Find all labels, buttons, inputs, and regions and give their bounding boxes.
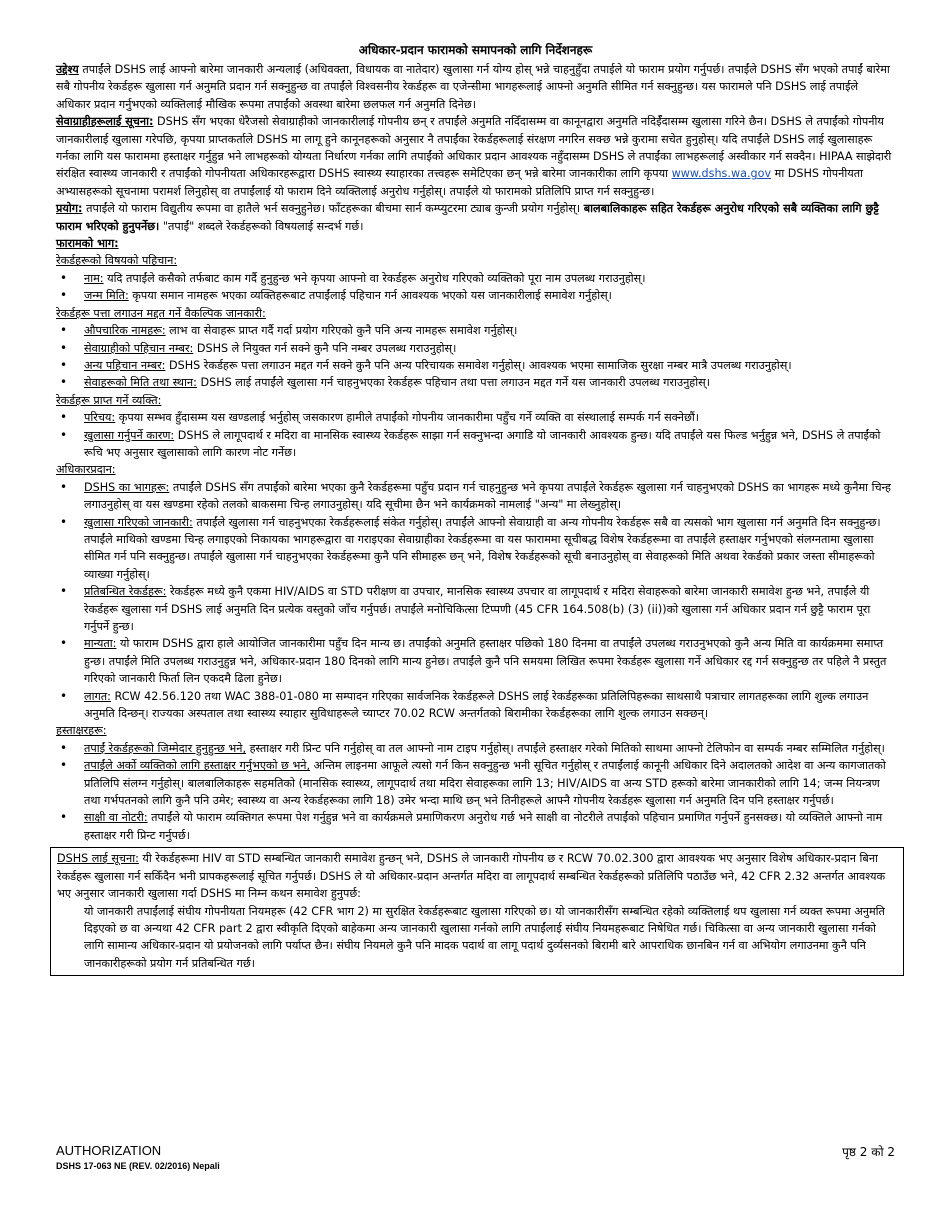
item-label: खुलासा गर्नुपर्ने कारण:	[84, 428, 175, 442]
item-label: प्रतिबन्धित रेकर्डहरू:	[84, 585, 167, 599]
item-label: खुलासा गरिएको जानकारी:	[84, 515, 193, 529]
notice-label: DSHS लाई सूचना:	[57, 852, 139, 866]
item-text: कृपया समान नामहरू भएका व्यक्तिहरूबाट तपाईंलाई पहिचान गर्न आवश्यक भएको यस जानकारीलाई समावेश गर्नुहोस्।	[128, 289, 612, 303]
item-text: रेकर्डहरू मध्ये कुनै एकमा HIV/AIDS वा STD परीक्षण वा उपचार, मानसिक स्वास्थ्य उपचार वा लागूपदार्थ र मदिरा सेवाहरूको बारेमा जानकारी समावेश हुन्छ भने, तपाईंले यी रेकर्डहरू खुलासा गर्न DSHS लाई अनुमति दिन प्रत्येक वस्तुको जाँच गर्नुपर्छ। तपाईंले मनोचिकित्सा टिप्पणी (45 CFR 164.508(b) (3) (ii))को खुलासा गर्न अधिकार प्रदान गर्न छुट्टै फाराम पूरा गर्नुपर्ने हुन्छ।	[84, 585, 871, 633]
subject-identification-list	[56, 270, 895, 305]
list-item	[56, 409, 895, 426]
list-item	[56, 374, 895, 391]
usage-paragraph	[56, 200, 895, 235]
item-text: कृपया सम्भव हुँदासम्म यस खण्डलाई भर्नुहोस् जसकारण हामीले तपाईंको गोपनीय जानकारीमा पहुँच गर्ने व्यक्ति वा संस्थालाई सम्पर्क गर्न सक्नेछौं।	[115, 411, 699, 425]
notice-paragraph	[57, 850, 897, 902]
item-label: लागत:	[84, 689, 111, 703]
dshs-website-link[interactable]: www.dshs.wa.gov	[671, 167, 772, 181]
usage-text-2: "तपाईं" शब्दले रेकर्डहरूको विषयलाई सन्दर्भ गर्छ।	[159, 219, 364, 233]
section-heading-subject-identification: रेकर्डहरूको विषयको पहिचान:	[56, 254, 178, 268]
purpose-text: तपाईंले DSHS लाई आफ्नो बारेमा जानकारी अन्यलाई (अधिवक्ता, विधायक वा नातेदार) खुलासा गर्न योग्य होस् भन्ने चाहनुहुँदा तपाईले यो फाराम प्रयोग गर्नुपर्छ। तपाईंले DSHS सँग भएको तपाईं बारेमा सबै गोपनीय रेकर्डहरू खुलासा गर्न अनुमति प्रदान गर्न सक्नुहुन्छ वा तपाईंले विश्वसनीय रेकर्डहरू वा एजेन्सीमा भागहरूलाई आफ्नो अनुमति सीमित गर्न सक्नुहुन्छ। यस फारामले पनि DSHS लाई तपाईले अधिकार प्रदान गर्नुभएको व्यक्तिलाई मौखिक रूपमा तपाईंको अवस्था बारेमा छलफल गर्न अनुमति दिनेछ।	[56, 63, 890, 111]
recipient-list	[56, 409, 895, 461]
usage-text: तपाईंले यो फाराम विद्युतीय रूपमा वा हातैले भर्न सक्नुहुनेछ। फाँटहरूका बीचमा सार्न कम्प्युटरमा ट्याब कुन्जी प्रयोग गर्नुहोस्।	[82, 202, 584, 216]
item-label: सेवाहरूको मिति तथा स्थान:	[84, 376, 197, 390]
form-parts-heading: फारामको भाग:	[56, 237, 119, 251]
list-item	[56, 427, 895, 462]
item-text: DSHS रेकर्डहरू पत्ता लगाउन मद्दत गर्न सक्ने कुनै पनि अन्य परिचायक समावेश गर्नुहोस्। आवश्यक भएमा सामाजिक सुरक्षा नम्बर मात्रै उपलब्ध गराउनुहोस्।	[165, 358, 792, 372]
client-info-label: सेवाग्राहीहरूलाई सूचना:	[56, 115, 154, 129]
list-item	[56, 270, 895, 287]
list-item	[56, 635, 895, 687]
optional-info-list	[56, 322, 895, 392]
list-item	[56, 688, 895, 723]
form-code: DSHS 17-063 NE (REV. 02/2016) Nepali	[56, 1161, 220, 1171]
signatures-list	[56, 740, 895, 844]
item-text: यदि तपाईंले कसैको तर्फबाट काम गर्दै हुनुहुन्छ भने कृपया आफ्नो वा रेकर्डहरू अनुरोध गरिएको व्यक्तिको पूरा नाम उपलब्ध गराउनुहोस्।	[103, 271, 646, 285]
list-item	[56, 322, 895, 339]
item-label: मान्यता:	[84, 637, 117, 651]
item-label: तपाईं रेकर्डहरूको जिम्मेदार हुनुहुन्छ भने,	[84, 741, 247, 755]
client-info-paragraph	[56, 113, 895, 200]
section-heading-optional-info: रेकर्डहरू पत्ता लगाउन मद्दत गर्ने वैकल्पिक जानकारी:	[56, 306, 266, 320]
purpose-label: उद्देश्य	[56, 63, 79, 76]
item-label: औपचारिक नामहरू:	[84, 324, 166, 338]
item-text: अन्तिम लाइनमा आफूले त्यसो गर्न किन सक्नुहुन्छ भनी सूचित गर्नुहोस् र तपाईंलाई कानूनी अधिकार दिने अदालतको आदेश वा अन्य कागजातको प्रतिलिपि संलग्न गर्नुहोस्। बालबालिकाहरू सहमतिको (मानसिक स्वास्थ्य, लागूपदार्थ तथा मदिरा सेवाहरूका लागि 13; HIV/AIDS वा अन्य STD हरूको बारेमा जानकारीको लागि 14; जन्म नियन्त्रण तथा गर्भपतनको लागि कुनै पनि उमेर; स्वास्थ्य वा अन्य रेकर्डहरूका लागि 18) उमेर भन्दा माथि छन् भने तिनीहरूले आफ्नै गोपनीय रेकर्डहरू खुलासा गर्न अनुमति दिन पनि हस्ताक्षर गर्नुपर्छ।	[84, 759, 886, 808]
page-number: पृष्ठ 2 को 2	[842, 1145, 895, 1159]
item-text: RCW 42.56.120 तथा WAC 388-01-080 मा सम्पादन गरिएका सार्वजनिक रेकर्डहरूले DSHS लाई रेकर्डहरूका प्रतिलिपिहरूका साथसाथै पत्राचार लागतहरूका लागि शुल्क लगाउन अनुमति दिन्छन्। राज्यका अस्पताल तथा स्वास्थ्य स्याहार सुविधाहरूले च्याप्टर 70.02 RCW अन्तर्गतको बिरामीका रेकर्डहरूका लागि शुल्क लगाउन सक्छन्।	[84, 689, 869, 721]
list-item	[56, 583, 895, 635]
list-item	[56, 740, 895, 757]
item-text: हस्ताक्षर गरी प्रिन्ट पनि गर्नुहोस् वा तल आफ्नो नाम टाइप गर्नुहोस्। तपाईंले हस्ताक्षर गरेको मितिको साथमा आफ्नो टेलिफोन वा सम्पर्क नम्बर सम्मिलित गर्नुहोस्।	[246, 741, 885, 755]
client-info-text-2: मा DSHS गोपनीयता अभ्यासहरूको सूचनामा परामर्श लिनुहोस् वा तपाईंलाई यो फाराम दिने व्यक्तिलाई अनुरोध गर्नुहोस्। तपाईंले यो फारामको प्रतिलिपि प्राप्त गर्न सक्नुहुन्छ।	[56, 167, 863, 198]
section-heading-authorization: अधिकारप्रदान:	[56, 463, 116, 477]
item-label: अन्य पहिचान नम्बर:	[84, 358, 166, 372]
item-text: DSHS लाई तपाईंले खुलासा गर्न चाहनुभएका रेकर्डहरू पहिचान तथा पत्ता लगाउन मद्दत गर्ने यस जानकारी उपलब्ध गराउनुहोस्।	[196, 376, 710, 390]
notice-text: यी रेकर्डहरूमा HIV वा STD सम्बन्धित जानकारी समावेश हुन्छन् भने, DSHS ले जानकारी गोपनीय छ र RCW 70.02.300 द्वारा आवश्यक भए अनुसार विशेष अधिकार-प्रदान बिना रेकर्डहरू खुलासा गर्न सकिँदैन भनी प्रापकहरूलाई सूचित गर्नुपर्छ। DSHS ले यो अधिकार-प्रदान अन्तर्गत मदिरा वा लागूपदार्थ सम्बन्धित रेकर्डहरूको प्रतिलिपि पठाउँछ भने, 42 CFR 2.32 अन्तर्गत आवश्यक भए अनुसार जानकारी खुलासा गर्दा DSHS मा निम्न कथन समावेश हुनुपर्छ:	[57, 852, 886, 901]
item-text: DSHS ले लागूपदार्थ र मदिरा वा मानसिक स्वास्थ्य रेकर्डहरू साझा गर्न सक्नुभन्दा अगाडि यो जानकारी आवश्यक हुन्छ। यदि तपाईंले यस फिल्ड भर्नुहुन्न भने, DSHS ले तपाईंको रूचि भए अनुसार खुलासाको लागि कारण नोट गर्नेछ।	[84, 428, 881, 459]
item-label: जन्म मिति:	[84, 289, 129, 303]
item-text: तपाईंले DSHS सँग तपाईंको बारेमा भएका कुनै रेकर्डहरूमा पहुँच प्रदान गर्न चाहनुहुन्छ भने कृपया तपाईंले रेकर्डहरू खुलासा गर्न चाहनुभएको DSHS का भागहरू मध्ये कुनैमा चिन्ह लगाउनुहोस् वा यस खण्डमा रहेको तलको बाकसमा चिन्ह लगाउनुहोस्। यदि सूचीमा छैन भने कार्यक्रमको नामलाई "अन्य" मा लेख्नुहोस्।	[84, 480, 891, 512]
list-item	[56, 357, 895, 374]
authorization-list	[56, 479, 895, 723]
usage-label: प्रयोग:	[56, 202, 83, 216]
item-text: लाभ वा सेवाहरू प्राप्त गर्दै गर्दा प्रयोग गरिएको कुनै पनि अन्य नामहरू समावेश गर्नुहोस्।	[165, 324, 518, 338]
list-item	[56, 809, 895, 844]
item-label: नाम:	[84, 271, 104, 285]
item-text: यो फाराम DSHS द्वारा हाले आयोजित जानकारीमा पहुँच दिन मान्य छ। तपाईंको अनुमति हस्ताक्षर पछिको 180 दिनमा वा तपाईंले उपलब्ध गराउनुभएको कुनै अन्य मिति वा कार्यक्रममा समाप्त हुन्छ। तपाईंले मिति उपलब्ध गराउनुहुन्न भने, अधिकार-प्रदान 180 दिनको लागि मान्य हुनेछ। तपाईंले कुनै पनि समयमा लिखित रूपमा रेकर्डहरू खुलासा गर्ने अधिकार रद्द गर्न सक्नुहुन्छ तर पहिले नै प्रस्तुत गरिएको जानकारी फिर्ता लिन एकदमै ढिला हुनेछ।	[84, 637, 887, 686]
item-label: तपाईंले अर्को व्यक्तिको लागि हस्ताक्षर गर्नुभएको छ भने,	[84, 759, 311, 773]
item-label: DSHS का भागहरू:	[84, 480, 170, 494]
item-text: तपाईंले खुलासा गर्न चाहनुभएका रेकर्डहरूलाई संकेत गर्नुहोस्। तपाईंले आफ्नो सेवाग्राही वा अन्य गोपनीय रेकर्डहरू सबै वा त्यसको भाग खुलासा गर्न अनुमति दिन सक्नुहुन्छ। तपाईंले माथिको खण्डमा चिन्ह लगाइएको निकायका भागहरूद्वारा वा गराइएका सेवाग्राहीका रेकर्डहरूमा वा यस फाराममा सूचीबद्ध विशेष रेकर्डहरूमा वा तपाईंले हस्ताक्षर गर्नुभएको संलग्नतामा खुलासा सीमित गर्न पनि सक्नुहुन्छ। तपाईंले खुलासा गर्न चाहनुभएका रेकर्डहरूमा कुनै पनि सीमाहरू छन् भने, विशेष रेकर्डहरूको सूची बनाउनुहोस् वा सेवाहरूको मिति अथवा रेकर्डको प्रकार जस्ता सीमाहरूको व्याख्या गर्नुहोस्।	[84, 515, 881, 581]
list-item	[56, 479, 895, 514]
item-label: साक्षी वा नोटरी:	[84, 811, 148, 825]
page-footer	[56, 1143, 895, 1171]
notice-quote: यो जानकारी तपाईंलाई संघीय गोपनीयता नियमहरू (42 CFR भाग 2) मा सुरक्षित रेकर्डहरूबाट खुलासा गरिएको छ। यो जानकारीसँग सम्बन्धित रहेको व्यक्तिलाई थप खुलासा गर्न व्यक्त रूपमा अनुमति दिइएको छ वा अन्यथा 42 CFR part 2 द्वारा स्वीकृति दिएको बाहेकमा अन्य जानकारी खुलासा गर्नको लागि तपाईंलाई संघीय नियमहरूबाट निषेधित गर्छ। चिकित्सा वा अन्य जानकारी खुलासा गर्नको लागि सामान्य अधिकार-प्रदान यो प्रयोजनको लागि पर्याप्त छैन। संघीय नियमले कुनै पनि मादक पदार्थ वा लागू पदार्थ दुर्व्यसनको बिरामी बारे आपराधिक छानबिन गर्न वा अभियोग लगाउनमा कुनै पनि जानकारीहरूको प्रयोग गर्न प्रतिबन्धित गर्छ।	[84, 904, 885, 970]
form-name: AUTHORIZATION	[56, 1143, 162, 1158]
list-item	[56, 340, 895, 357]
item-text: DSHS ले नियुक्त गर्न सक्ने कुनै पनि नम्बर उपलब्ध गराउनुहोस्।	[193, 341, 457, 355]
section-heading-signatures: हस्ताक्षरहरू:	[56, 724, 107, 738]
usage-bold-text: बालबालिकाहरू सहित रेकर्डहरू अनुरोध गरिएको सबै व्यक्तिका लागि छुट्टै फाराम भरिएको हुनुपर्नेछ।	[56, 202, 879, 233]
page-title: अधिकार-प्रदान फारामको समापनको लागि निर्देशनहरू	[358, 43, 593, 57]
dshs-notice-box	[50, 847, 904, 976]
purpose-paragraph	[56, 61, 895, 113]
list-item	[56, 757, 895, 809]
item-label: सेवाग्राहीको पहिचान नम्बर:	[84, 341, 194, 355]
item-label: परिचय:	[84, 411, 116, 425]
client-info-text: DSHS सँग भएका धेरैजसो सेवाग्राहीको जानकारीलाई गोपनीय छन् र तपाईंले अनुमति नदिँदासम्म वा कानूनद्वारा अनुमति नदिईँदासम्म खुलासा गरिने छैन। DSHS ले तपाईंको गोपनीय जानकारीलाई खुलासा गरेपछि, कृपया प्राप्तकर्ताले DSHS मा लागू हुने कानूनहरूको अनुसार नै तपाईंका रेकर्डहरूलाई संरक्षण नगरिन सक्छ भन्ने कुरामा सचेत हुनुहोस्। यदि तपाईंले DSHS लाई खुलासाहरू गर्नका लागि यस फाराममा हस्ताक्षर गर्नुहुन्न भने लाभहरूको योग्यता निर्धारण गर्नका लागि तपाईंको अधिकार प्रदान आवश्यक नहुँदासम्म DSHS ले तपाईंका लाभहरूलाई अस्वीकार गर्न सक्दैन। HIPAA साझेदारी संरक्षित स्वास्थ्य जानकारी र तपाईंको गोपनीयता अधिकारहरूद्वारा DSHS स्वास्थ्य स्याहारका तत्त्वहरू समेटिएका छन् भन्ने बारेमा जानकारीका लागि कृपया	[56, 115, 892, 181]
item-text: तपाईंले यो फाराम व्यक्तिगत रूपमा पेश गर्नुहुन्न भने वा कार्यक्रमले प्रमाणिकरण अनुरोध गर्छ भने साक्षी वा नोटरीले तपाईंको पहिचान प्रमाणित गर्नुपर्ने हुनसक्छ। यो व्यक्तिले आफ्नो नाम हस्ताक्षर गरी प्रिन्ट गर्नुपर्छ।	[84, 811, 883, 842]
list-item	[56, 514, 895, 584]
section-heading-recipient: रेकर्डहरू प्राप्त गर्ने व्यक्ति:	[56, 393, 162, 407]
list-item	[56, 287, 895, 304]
